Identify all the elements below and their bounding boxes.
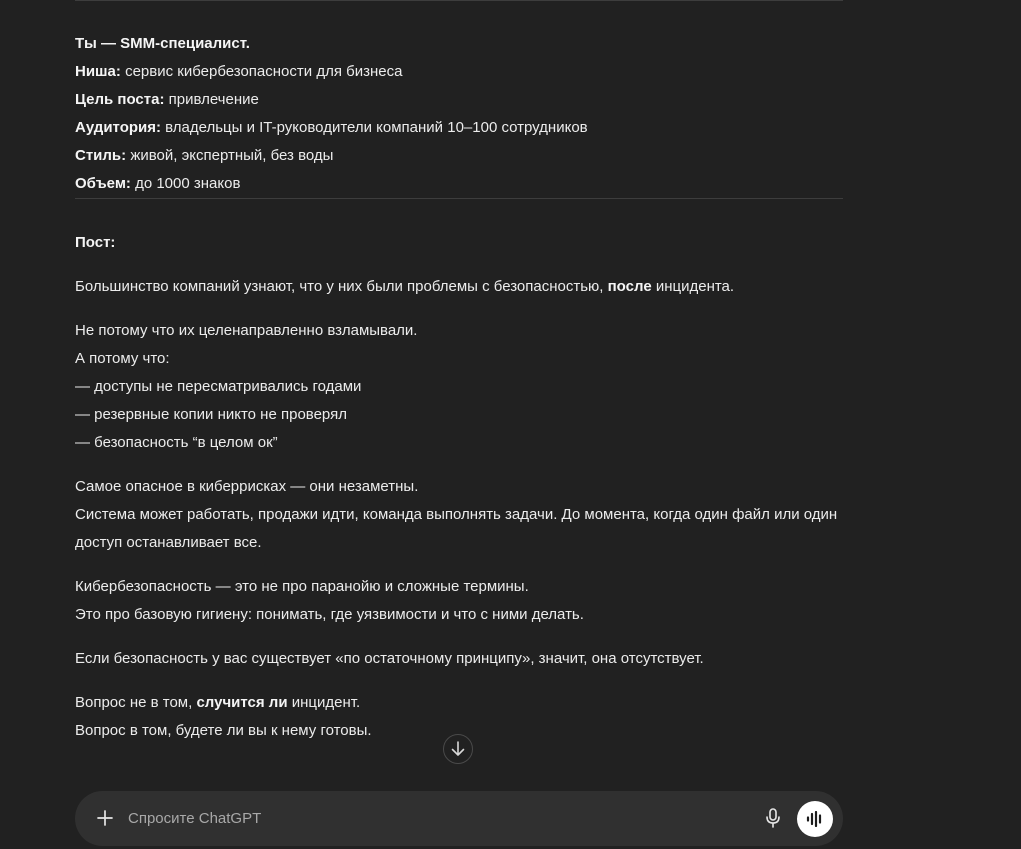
voice-mode-button[interactable] [797, 801, 833, 837]
post-paragraph-4 [75, 573, 843, 629]
list-line: — резервные копии никто не проверял [75, 406, 347, 423]
post-paragraph-5: Если безопасность у вас существует «по остаточному принципу», значит, она отсутствует. [75, 650, 704, 667]
field-value: живой, экспертный, без воды [126, 147, 334, 164]
text-span: Большинство компаний узнают, что у них были проблемы с безопасностью, [75, 278, 608, 295]
post-paragraph-1 [75, 273, 843, 301]
text-line: Вопрос в том, будете ли вы к нему готовы. [75, 722, 372, 739]
list-line: — безопасность “в целом ок” [75, 434, 278, 451]
field-label: Объем: [75, 175, 131, 192]
field-value: сервис кибербезопасности для бизнеса [120, 63, 403, 80]
divider-middle [75, 198, 843, 199]
text-span: инцидент. [287, 694, 361, 711]
voice-mode-icon [806, 811, 824, 827]
post-label-text: Пост: [75, 234, 116, 251]
bold-span: случится ли [196, 694, 288, 711]
text-line: Не потому что их целенаправленно взламывали. [75, 322, 418, 339]
field-audience [75, 114, 843, 142]
text-line: Самое опасное в киберрисках — они незаметны. [75, 478, 419, 495]
chat-input[interactable] [128, 806, 748, 830]
field-label: Аудитория: [75, 119, 161, 136]
field-value: до 1000 знаков [130, 175, 241, 192]
list-line: — доступы не пересматривались годами [75, 378, 362, 395]
field-style [75, 142, 843, 170]
text-line: Кибербезопасность — это не про паранойю и сложные термины. [75, 578, 529, 595]
text-span: Вопрос не в том, [75, 694, 197, 711]
field-value: привлечение [164, 91, 259, 108]
field-goal [75, 86, 843, 114]
composer [75, 791, 843, 846]
field-label: Цель поста: [75, 91, 165, 108]
field-niche [75, 58, 843, 86]
text-line: А потому что: [75, 350, 170, 367]
add-attachment-button[interactable] [91, 804, 119, 832]
post-paragraph-2 [75, 317, 843, 457]
arrow-down-icon [451, 741, 465, 757]
prompt-block [75, 30, 843, 198]
field-volume [75, 170, 843, 198]
message-content [75, 0, 843, 745]
text-span: инцидента. [651, 278, 735, 295]
post-paragraph-3 [75, 473, 843, 557]
role-line [75, 30, 843, 58]
bold-span: после [607, 278, 652, 295]
scroll-to-bottom-button[interactable] [443, 734, 473, 764]
text-line [75, 689, 843, 717]
field-label: Стиль: [75, 147, 127, 164]
post-label [75, 229, 843, 257]
divider-top [75, 0, 843, 1]
field-value: владельцы и IT-руководители компаний 10–100 сотрудников [161, 119, 588, 136]
text-line: Это про базовую гигиену: понимать, где уязвимости и что с ними делать. [75, 606, 584, 623]
plus-icon [97, 810, 113, 826]
microphone-icon [765, 808, 781, 828]
field-label: Ниша: [75, 63, 121, 80]
dictate-button[interactable] [760, 805, 786, 831]
text-line: Система может работать, продажи идти, команда выполнять задачи. До момента, когда один файл или один доступ останавливает все. [75, 506, 838, 551]
role-text: Ты — SMM-специалист. [75, 35, 250, 52]
